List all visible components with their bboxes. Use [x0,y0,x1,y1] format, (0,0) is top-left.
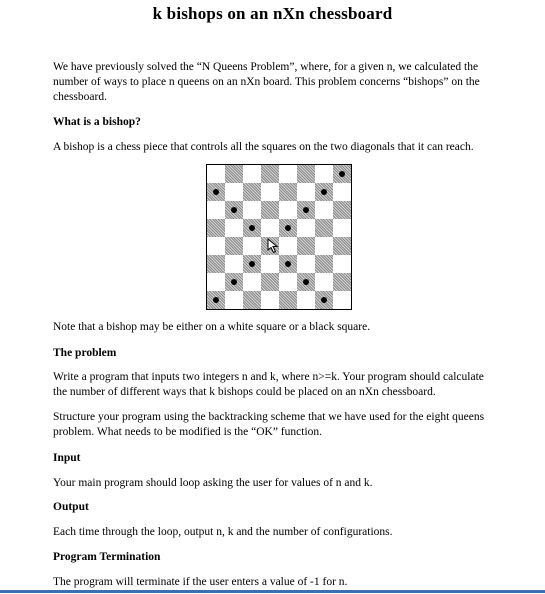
heading-input: Input [53,452,81,464]
controlled-square-dot [249,261,255,267]
board-square [261,291,279,309]
board-square [225,273,243,291]
termination-paragraph: The program will terminate if the user enters a value of -1 for n. [53,576,348,588]
board-square [261,165,279,183]
board-square [297,201,315,219]
controlled-square-dot [213,297,219,303]
board-square [243,201,261,219]
board-square [207,219,225,237]
board-square [225,165,243,183]
board-square [225,291,243,309]
controlled-square-dot [213,189,219,195]
board-square [279,183,297,201]
board-square [279,255,297,273]
board-square [333,255,351,273]
controlled-square-dot [321,189,327,195]
controlled-square-dot [339,171,345,177]
board-square [207,273,225,291]
board-square [315,237,333,255]
board-square [225,219,243,237]
board-square [261,201,279,219]
heading-problem: The problem [53,347,117,359]
board-square [243,273,261,291]
board-square [207,183,225,201]
board-square [315,201,333,219]
board-square [297,219,315,237]
chessboard-diagram [206,164,352,310]
board-square [261,219,279,237]
window-bottom-border [0,590,545,593]
controlled-square-dot [231,279,237,285]
intro-paragraph: We have previously solved the “N Queens Problem”, where, for a given n, we calculated the number of ways to place n queens on an nXn board. This problem concerns “bishops” on the chessboard. [53,61,480,103]
board-square [261,255,279,273]
board-square [243,255,261,273]
board-square [297,291,315,309]
controlled-square-dot [249,225,255,231]
board-square [315,273,333,291]
board-square [315,255,333,273]
board-square [315,165,333,183]
board-square [297,273,315,291]
structure-paragraph: Structure your program using the backtracking scheme that we have used for the eight queens problem. What needs to be modified is the “OK” function. [53,411,485,438]
board-square [207,291,225,309]
board-square [225,255,243,273]
board-square [207,255,225,273]
board-square [279,165,297,183]
board-square [333,165,351,183]
page-title: k bishops on an nXn chessboard [152,4,393,23]
board-square [207,237,225,255]
board-square [333,273,351,291]
board-square [207,201,225,219]
board-square [279,291,297,309]
board-square [315,219,333,237]
board-square [225,183,243,201]
board-square [243,237,261,255]
heading-program-termination: Program Termination [53,551,161,563]
board-square [279,237,297,255]
bishop-definition: A bishop is a chess piece that controls all the squares on the two diagonals that it can reach. [53,141,474,153]
board-square [333,291,351,309]
board-square [225,201,243,219]
heading-output: Output [53,501,89,513]
controlled-square-dot [285,225,291,231]
board-square [333,183,351,201]
problem-paragraph: Write a program that inputs two integers n and k, where n>=k. Your program should calculate the number of different ways that k bishops could be placed on an nXn chessboard. [53,371,484,398]
board-square [315,291,333,309]
board-square [225,237,243,255]
board-square [207,165,225,183]
board-square [243,183,261,201]
mouse-pointer-icon [266,238,280,254]
input-paragraph: Your main program should loop asking the user for values of n and k. [53,477,373,489]
board-square [243,291,261,309]
board-square [279,219,297,237]
board-square [279,201,297,219]
controlled-square-dot [321,297,327,303]
controlled-square-dot [303,279,309,285]
board-square [333,219,351,237]
board-square [261,273,279,291]
controlled-square-dot [303,207,309,213]
board-square [297,237,315,255]
heading-what-is-bishop: What is a bishop? [53,116,141,128]
controlled-square-dot [231,207,237,213]
output-paragraph: Each time through the loop, output n, k and the number of configurations. [53,526,393,538]
board-square [243,165,261,183]
board-square [279,273,297,291]
controlled-square-dot [285,261,291,267]
board-square [297,165,315,183]
board-square [243,219,261,237]
board-square [333,201,351,219]
note-paragraph: Note that a bishop may be either on a white square or a black square. [53,321,371,333]
board-square [297,183,315,201]
board-square [333,237,351,255]
board-square [315,183,333,201]
board-square [261,183,279,201]
board-square [297,255,315,273]
